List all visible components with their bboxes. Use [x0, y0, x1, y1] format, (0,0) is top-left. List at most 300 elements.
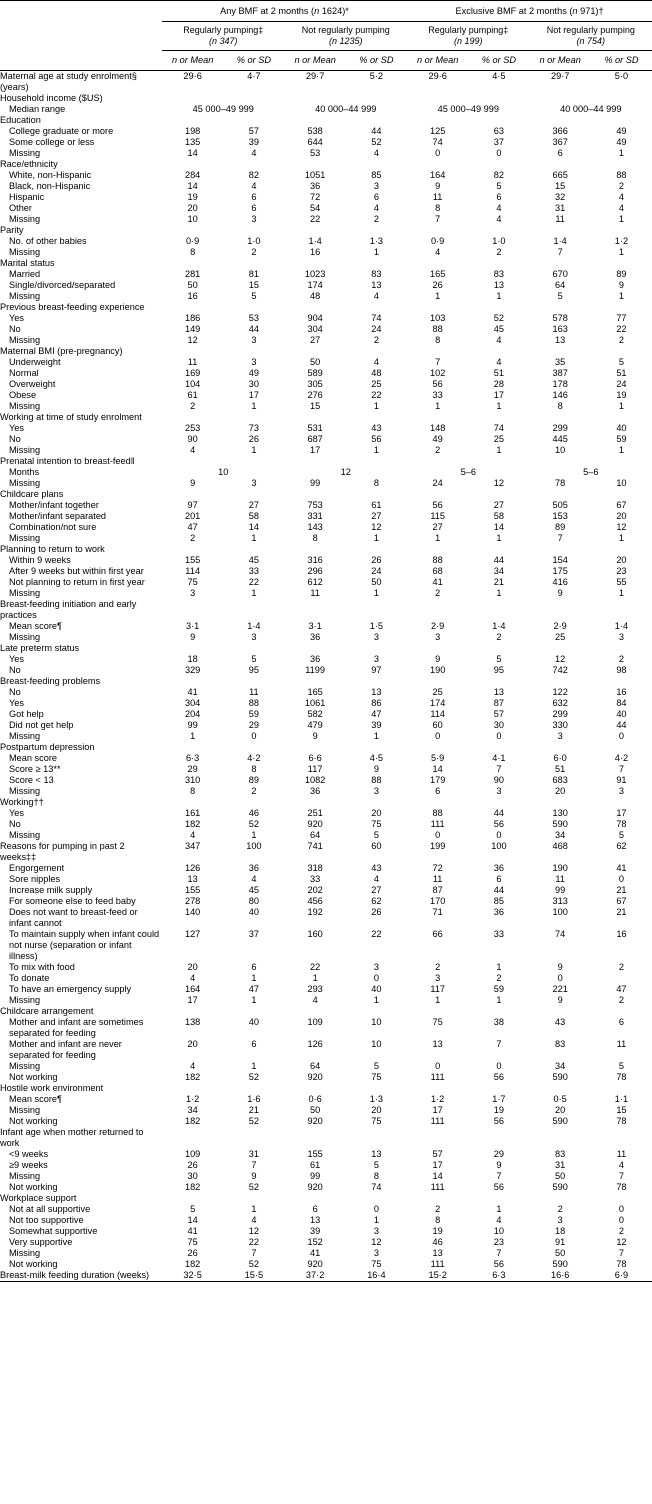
cell-pct: 45 [248, 555, 259, 565]
cell-n [530, 302, 591, 313]
cell-n: 51 [555, 764, 566, 774]
cell-n: 146 [552, 390, 568, 400]
cell-n: 68 [432, 566, 443, 576]
row-label: Somewhat supportive [9, 1226, 98, 1236]
cell-n: 155 [307, 1149, 323, 1159]
cell-pct: 1 [373, 533, 379, 543]
cell-pct: 13 [371, 687, 382, 697]
table-row [0, 962, 652, 973]
cell-n: 331 [307, 511, 323, 521]
cell-n: 1·4 [308, 236, 322, 246]
cell-pct: 7 [618, 764, 624, 774]
cell-pct: 6 [251, 203, 257, 213]
cell-n: 186 [184, 313, 201, 323]
cell-pct: 0 [251, 731, 257, 741]
cell-pct: 75 [371, 1072, 382, 1082]
row-label: Missing [9, 291, 41, 301]
cell-pct [591, 797, 652, 808]
cell-pct [468, 643, 529, 654]
cell-n [285, 456, 346, 467]
cell-n: 99 [555, 885, 566, 895]
cell-n: 20 [555, 1105, 566, 1115]
cell-pct: 39 [371, 720, 382, 730]
row-label: Missing [9, 731, 41, 741]
cell-n: 251 [307, 808, 323, 818]
cell-value: 12 [340, 467, 351, 477]
cell-pct: 0 [373, 973, 379, 983]
cell-n: 97 [187, 500, 198, 510]
cell-pct: 61 [371, 500, 382, 510]
table-row [0, 423, 652, 434]
cell-n: 34 [187, 1105, 198, 1115]
cell-n: 31 [555, 203, 566, 213]
cell-n: 17 [187, 995, 198, 1005]
section-label: Breast-feeding initiation and early practices [0, 599, 137, 620]
cell-pct: 21 [248, 1105, 259, 1115]
cell-pct [223, 676, 284, 687]
cell-pct: 4·2 [614, 753, 629, 763]
cell-n: 14 [187, 181, 198, 191]
cell-n: 2·9 [553, 621, 567, 631]
cell-pct [468, 676, 529, 687]
cell-pct: 2 [496, 247, 502, 257]
table-row [0, 786, 652, 797]
cell-n: 15 [555, 181, 566, 191]
cell-pct [346, 1127, 407, 1149]
cell-n: 111 [430, 1182, 445, 1192]
cell-pct: 1 [496, 1204, 502, 1214]
cell-pct: 12 [248, 1226, 259, 1236]
cell-pct: 74 [371, 313, 382, 323]
cell-pct: 7 [251, 1248, 257, 1258]
cell-pct [223, 456, 284, 467]
section-label: Education [0, 115, 41, 125]
cell-n: 293 [307, 984, 323, 994]
cell-n [530, 159, 591, 170]
cell-pct: 14 [248, 522, 259, 532]
cell-n: 24 [432, 478, 443, 488]
cell-n: 154 [552, 555, 568, 565]
cell-pct [591, 599, 652, 621]
cell-n: 111 [430, 1259, 445, 1269]
cell-n: 27 [310, 335, 321, 345]
cell-pct: 27 [493, 500, 505, 510]
row-label: Overweight [9, 379, 56, 389]
cell-n [530, 489, 591, 500]
cell-n: 91 [555, 1237, 566, 1247]
cell-pct: 1 [373, 1215, 379, 1225]
cell-n: 29·7 [550, 71, 570, 81]
cell-n [285, 93, 346, 104]
cell-pct: 10 [371, 1039, 382, 1049]
cell-n: 6 [435, 786, 441, 796]
cell-pct: 5 [618, 1061, 624, 1071]
table-row [0, 467, 652, 478]
row-label: To maintain supply when infant could not nurse (separation or infant illness) [9, 929, 160, 961]
cell-n: 182 [184, 1259, 201, 1269]
row-label: Black, non-Hispanic [9, 181, 91, 191]
cell-n: 310 [184, 775, 201, 785]
cell-pct: 44 [616, 720, 627, 730]
table-row [0, 1237, 652, 1248]
cell-pct: 9 [373, 764, 379, 774]
cell-pct: 30 [493, 720, 505, 730]
row-label: Missing [9, 445, 41, 455]
table-row [0, 1248, 652, 1259]
cell-n [407, 302, 468, 313]
cell-pct: 51 [616, 368, 627, 378]
cell-n: 8 [190, 786, 196, 796]
row-label: Yes [9, 313, 24, 323]
cell-n [162, 1193, 223, 1204]
cell-n [162, 93, 223, 104]
cell-n: 34 [555, 830, 566, 840]
cell-n: 0·9 [431, 236, 445, 246]
cell-pct [223, 1006, 284, 1017]
row-label: Missing [9, 401, 41, 411]
cell-n: 34 [555, 1061, 566, 1071]
cell-pct [591, 93, 652, 104]
cell-pct: 4 [496, 357, 502, 367]
row-label: Yes [9, 654, 24, 664]
cell-n [162, 1127, 223, 1149]
row-label: Median range [9, 104, 66, 114]
cell-n: 299 [552, 709, 568, 719]
cell-pct: 2 [618, 335, 624, 345]
cell-pct: 5 [373, 1160, 379, 1170]
cell-pct: 40 [248, 907, 259, 917]
cell-n: 202 [307, 885, 323, 895]
cell-pct: 78 [616, 1072, 627, 1082]
cell-pct: 4·1 [492, 753, 506, 763]
cell-pct: 1 [496, 588, 502, 598]
row-label: Normal [9, 368, 39, 378]
cell-pct: 5 [373, 1061, 379, 1071]
col-header-n: n or Mean [530, 51, 591, 71]
cell-n: 456 [307, 896, 323, 906]
row-label: Missing [9, 1061, 41, 1071]
cell-pct: 5 [251, 291, 257, 301]
cell-n: 1082 [304, 775, 326, 785]
cell-n: 505 [552, 500, 568, 510]
cell-pct: 85 [371, 170, 382, 180]
cell-n [530, 225, 591, 236]
cell-n: 114 [185, 566, 200, 576]
cell-n: 25 [555, 632, 566, 642]
table-row [0, 830, 652, 841]
row-label: Got help [9, 709, 44, 719]
section-label: Late preterm status [0, 643, 80, 653]
cell-n: 103 [429, 313, 446, 323]
cell-pct: 36 [493, 907, 505, 917]
cell-n: 26 [187, 1248, 198, 1258]
cell-n [162, 676, 223, 687]
cell-pct: 1 [496, 962, 502, 972]
cell-n: 920 [307, 1072, 323, 1082]
cell-n: 15·2 [407, 1270, 468, 1282]
cell-n: 4 [190, 1061, 196, 1071]
cell-n: 33 [310, 874, 321, 884]
cell-pct [468, 1127, 529, 1149]
cell-n: 74 [555, 929, 566, 939]
cell-n: 612 [307, 577, 323, 587]
table-row [0, 621, 652, 632]
cell-pct: 3 [251, 478, 257, 488]
row-label: Missing [9, 995, 41, 1005]
cell-pct: 86 [371, 698, 382, 708]
cell-n [407, 225, 468, 236]
subgroup-header: Not regularly pumping (n 1235) [285, 22, 408, 51]
cell-pct: 4 [496, 214, 502, 224]
cell-n: 143 [307, 522, 323, 532]
cell-pct: 78 [616, 1116, 627, 1126]
subgroup-header: Regularly pumping‡ (n 347) [162, 22, 285, 51]
cell-pct: 91 [616, 775, 627, 785]
group-header-any-bmf: Any BMF at 2 months (n 1624)* [162, 1, 407, 22]
cell-n [407, 412, 468, 423]
cell-pct [346, 225, 407, 236]
cell-pct: 1·7 [492, 1094, 506, 1104]
cell-pct [591, 115, 652, 126]
cell-n [162, 412, 223, 423]
cell-pct: 13 [493, 280, 505, 290]
cell-n: 50 [555, 1248, 566, 1258]
cell-pct: 47 [371, 709, 382, 719]
cell-pct: 2 [373, 335, 379, 345]
cell-n: 6·6 [308, 753, 322, 763]
cell-pct: 2 [496, 632, 502, 642]
cell-n: 109 [184, 1149, 201, 1159]
cell-pct: 3 [618, 786, 624, 796]
cell-pct [591, 489, 652, 500]
cell-n: 2 [435, 445, 441, 455]
cell-n [407, 489, 468, 500]
cell-n [162, 302, 223, 313]
cell-pct: 0 [618, 1204, 624, 1214]
cell-n: 83 [555, 1149, 566, 1159]
section-label: Maternal BMI (pre-pregnancy) [0, 346, 123, 356]
cell-pct: 62 [371, 896, 382, 906]
section-label: Parity [0, 225, 24, 235]
cell-n: 329 [184, 665, 201, 675]
cell-n: 11 [310, 588, 320, 598]
cell-pct: 40 [248, 1017, 259, 1027]
cell-pct [223, 302, 284, 313]
table-row [0, 863, 652, 874]
cell-pct: 1 [251, 1204, 257, 1214]
cell-pct: 3 [373, 786, 379, 796]
cell-n: 41 [432, 577, 443, 587]
cell-pct: 59 [616, 434, 627, 444]
cell-n [407, 643, 468, 654]
cell-value: 40 000–44 999 [315, 104, 377, 114]
row-label: Obese [9, 390, 37, 400]
cell-pct: 4 [251, 181, 257, 191]
section-row [0, 93, 652, 104]
table-row [0, 577, 652, 588]
table-row [0, 874, 652, 885]
cell-pct: 46 [248, 808, 259, 818]
row-label: College graduate or more [9, 126, 114, 136]
cell-pct: 74 [493, 423, 505, 433]
table-row [0, 555, 652, 566]
row-label: Increase milk supply [9, 885, 93, 895]
section-row [0, 742, 652, 753]
cell-pct: 6·3 [468, 1270, 529, 1282]
cell-pct: 0 [496, 830, 502, 840]
cell-n: 111 [430, 1116, 445, 1126]
table-row [0, 236, 652, 247]
row-label: Single/divorced/separated [9, 280, 116, 290]
cell-n: 13 [432, 1248, 443, 1258]
cell-pct: 4 [618, 1160, 624, 1170]
table-row [0, 1182, 652, 1193]
cell-n: 83 [555, 1039, 566, 1049]
cell-n: 27 [432, 522, 443, 532]
cell-n: 88 [432, 808, 443, 818]
cell-pct: 1 [251, 973, 257, 983]
cell-n: 15 [310, 401, 321, 411]
cell-pct: 1·3 [369, 236, 384, 246]
cell-pct: 98 [616, 665, 627, 675]
cell-n: 19 [432, 1226, 443, 1236]
cell-pct: 1 [496, 445, 502, 455]
row-label: Some college or less [9, 137, 95, 147]
cell-pct: 44 [493, 885, 505, 895]
cell-n: 22 [310, 214, 321, 224]
cell-pct: 13 [371, 1149, 382, 1159]
cell-n: 64 [310, 830, 321, 840]
cell-n [162, 797, 223, 808]
cell-n: 109 [307, 1017, 323, 1027]
cell-pct [223, 544, 284, 555]
cell-pct [223, 643, 284, 654]
cell-pct: 89 [248, 775, 259, 785]
row-label: <9 weeks [9, 1149, 49, 1159]
section-row [0, 115, 652, 126]
cell-pct [346, 346, 407, 357]
table-row [0, 687, 652, 698]
cell-n: 50 [310, 357, 321, 367]
cell-pct: 0 [496, 731, 502, 741]
row-label: White, non-Hispanic [9, 170, 92, 180]
cell-n: 3 [190, 588, 196, 598]
cell-n: 9 [435, 181, 441, 191]
table-row [0, 335, 652, 346]
cell-pct: 8 [373, 478, 379, 488]
cell-pct: 56 [493, 819, 505, 829]
row-label: Score < 13 [9, 775, 54, 785]
cell-n: 74 [432, 137, 443, 147]
cell-n: 148 [429, 423, 446, 433]
row-label: Missing [9, 830, 41, 840]
cell-n [530, 258, 591, 269]
cell-n: 479 [307, 720, 323, 730]
cell-pct [591, 302, 652, 313]
cell-n [530, 599, 591, 621]
cell-pct [346, 412, 407, 423]
table-row [0, 181, 652, 192]
cell-pct: 23 [616, 566, 627, 576]
cell-pct: 37 [248, 929, 259, 939]
cell-pct: 7 [618, 1248, 624, 1258]
cell-n: 3 [435, 973, 441, 983]
table-row [0, 533, 652, 544]
cell-pct: 0 [496, 1061, 502, 1071]
cell-pct: 12 [371, 1237, 382, 1247]
cell-n: 114 [430, 709, 445, 719]
cell-pct: 19 [616, 390, 627, 400]
cell-pct [468, 258, 529, 269]
table-row [0, 313, 652, 324]
row-label: To donate [9, 973, 50, 983]
cell-pct: 78 [616, 1182, 627, 1192]
cell-n: 3·1 [308, 621, 322, 631]
section-label: Prenatal intention to breast-feed‖ [0, 456, 135, 466]
cell-pct: 3 [373, 1226, 379, 1236]
cell-pct: 3 [373, 654, 379, 664]
cell-n [285, 412, 346, 423]
cell-pct [223, 1193, 284, 1204]
cell-n: 115 [430, 511, 445, 521]
cell-n: 590 [552, 1072, 568, 1082]
cell-n: 9 [312, 731, 318, 741]
cell-n: 14 [187, 1215, 198, 1225]
cell-pct: 5·0 [614, 71, 629, 81]
table-row [0, 698, 652, 709]
cell-pct: 26 [248, 434, 259, 444]
col-header-n: n or Mean [285, 51, 346, 71]
cell-n [530, 643, 591, 654]
cell-n: 201 [184, 511, 201, 521]
section-label: Breast-feeding problems [0, 676, 101, 686]
cell-pct: 31 [248, 1149, 259, 1159]
cell-pct: 78 [616, 819, 627, 829]
cell-n: 174 [307, 280, 323, 290]
cell-pct: 15 [616, 1105, 627, 1115]
cell-n: 741 [307, 841, 323, 851]
subgroup-header: Not regularly pumping (n 754) [530, 22, 652, 51]
cell-n: 99 [310, 478, 321, 488]
cell-n [285, 302, 346, 313]
cell-n: 50 [310, 1105, 321, 1115]
cell-n: 7 [435, 214, 441, 224]
cell-pct [346, 797, 407, 808]
cell-n: 50 [555, 1171, 566, 1181]
cell-pct: 40 [616, 709, 627, 719]
cell-pct: 4 [618, 203, 624, 213]
cell-pct [346, 302, 407, 313]
cell-pct: 9 [251, 1171, 257, 1181]
cell-n: 4 [312, 995, 318, 1005]
cell-n: 13 [555, 335, 566, 345]
cell-n: 35 [555, 357, 566, 367]
cell-n [530, 742, 591, 753]
cell-n: 742 [552, 665, 568, 675]
cell-n: 7 [557, 533, 563, 543]
section-label: Childcare plans [0, 489, 64, 499]
cell-n: 4 [190, 445, 196, 455]
cell-pct [346, 489, 407, 500]
table-row [0, 148, 652, 159]
cell-n: 10 [555, 445, 566, 455]
section-label: Household income ($US) [0, 93, 103, 103]
cell-pct: 7 [251, 1160, 257, 1170]
cell-n: 14 [432, 1171, 443, 1181]
table-row [0, 1259, 652, 1270]
row-label: No [9, 324, 21, 334]
cell-pct: 4·7 [247, 71, 261, 81]
